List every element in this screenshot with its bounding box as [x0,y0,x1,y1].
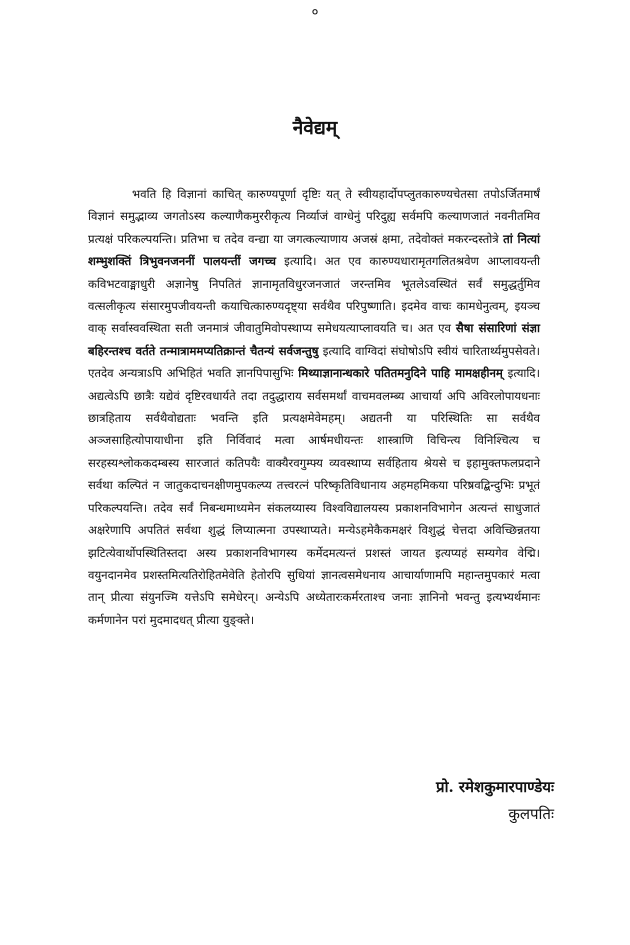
quote-saisha-samsarinam: सैषा संसारिणां संज्ञा बहिरन्तश्च वर्तते तन्मात्राममप्यतिक्रान्तं चैतन्यं सर्वजन्तुषु [88,321,540,358]
body-paragraph [88,183,540,631]
page-title: नैवेद्यम् [292,117,338,139]
body-text-segment-3: इत्यादि वाग्विदां संघोषोऽपि स्वीयं चारितार्थ्यमुपसेवते। एतदेव अन्यत्राऽपि अभिहितं भवति ज्ञानपिपासुभिः [88,343,540,381]
body-text-segment-4: इत्यादि। अद्यत्वेऽपि छात्रैः यद्येवं दृष्टिरवधार्यते तदा तदुद्धाराय सर्वसमर्थां वाचमवलम्ब्य आचार्या अपि अविरलोपायधनाः छात्रहिताय सर्वथैवोद्यताः भवन्ति इति प्रत्यक्षमेवेमहम्। अद्यतनी या परिस्थितिः सा सर्वथैव अञ्जसाहित्योपायाधीना इति निर्विवादं मत्वा आर्षमधीयन्तः शास्त्राणि विचिन्त्य विनिश्चित्य च सरहस्यश्लोककदम्बस्य सारजातं कतिपयैः वाक्यैरवगुम्फ्य व्यवस्थाप्य सर्वहिताय श्रेयसे च इहामुक्तफलप्रदाने सर्वथा कल्पितं न जातुकदाचनक्षीणमुपकल्प्य तत्त्वरत्नं परिष्कृतिविधानाय अहमहमिकया परिष्रवद्बिन्दुभिः प्रभूतं परिकल्पयन्ति। तदेव सर्वं निबन्धमाध्यमेन संकलय्यास्य विश्वविद्यालयस्य प्रकाशनविभागेन अत्यन्तं साधुजातं अक्षरेणापि अपतितं सर्वथा शुद्धं लिप्यात्मना उपस्थाप्यते। मन्येऽहमेकैकमक्षरं विशुद्धं चेत्तदा अविच्छिन्नतया झटित्येवार्थोपस्थितिस्तदा अस्य प्रकाशनविभागस्य कर्मेदमत्यन्तं प्रशस्तं जायत इत्यप्यहं सम्यगेव वेद्मि। वयुनदानमेव प्रशस्तमित्यतिरोहितमेवेति हेतोरपि सुधियां ज्ञानत्वसमेधनाय आचार्याणामपि महान्तमुपकारं मत्वा तान् प्रीत्या संयुनज्मि यत्तेऽपि समेधेरन्। अन्येऽपि अध्येतारःकर्मरताश्च जनाः ज्ञानिनो भवन्तु इत्यभ्यर्थमानः कर्मणानेन परां मुदमादधत् प्रीत्या युङ्क्ते। [88,366,540,627]
page-top-mark: ० [311,5,319,20]
quote-mithyajnana: मिथ्याज्ञानान्धकारे पतितमनुदिने पाहि मामक्षहीनम् [298,366,503,381]
body-text-segment-2: इत्यादि। अत एव कारुण्यधारामृतगलितश्रवेण आप्लावयन्ती कविभटवाङ्माधुरी अज्ञानेषु निपतितं ज्ञानामृतविधुरजनजातं जरन्तमिव भूतलेऽवस्थितं सर्वं समुद्धर्तुमिव वत्सलीकृत्य संसारमुपजीवयन्ती कयाचित्कारुण्यदृष्ट्या सर्वथैव परिपुष्णाति। इदमेव वाचः कामधेनुत्वम्, इयञ्च वाक् सर्वास्ववस्थिता सती जनमात्रं जीवातुमिवोपस्थाप्य समेधयत्याप्लावयति च। अत एव [88,254,540,336]
signature-name: प्रो. रमेशकुमारपाण्डेयः [436,778,554,796]
quote-makarandastotra: तां नित्यां शम्भुशक्तिं त्रिभुवनजननीं पालयन्तीं जगच्च [88,231,540,269]
signature-designation: कुलपतिः [508,805,554,823]
body-text-segment-1: भवति हि विज्ञानां काचित् कारुण्यपूर्णा दृष्टिः यत् ते स्वीयहार्दोपप्लुतकारुण्यचेतसा तपोऽर्जितमार्षं विज्ञानं समुद्भाव्य जगतोऽस्य कल्याणैकमुररीकृत्य निर्व्याजं वाग्धेनुं परिदुह्य सर्वमपि कल्याणजातं नवनीतमिव प्रत्यक्षं परिकल्पयन्ति। प्रतिभा च तदेव वन्द्या या जगत्कल्याणाय अजस्रं क्षमा, तदेवोक्तं मकरन्दस्तोत्रे [88,187,540,246]
